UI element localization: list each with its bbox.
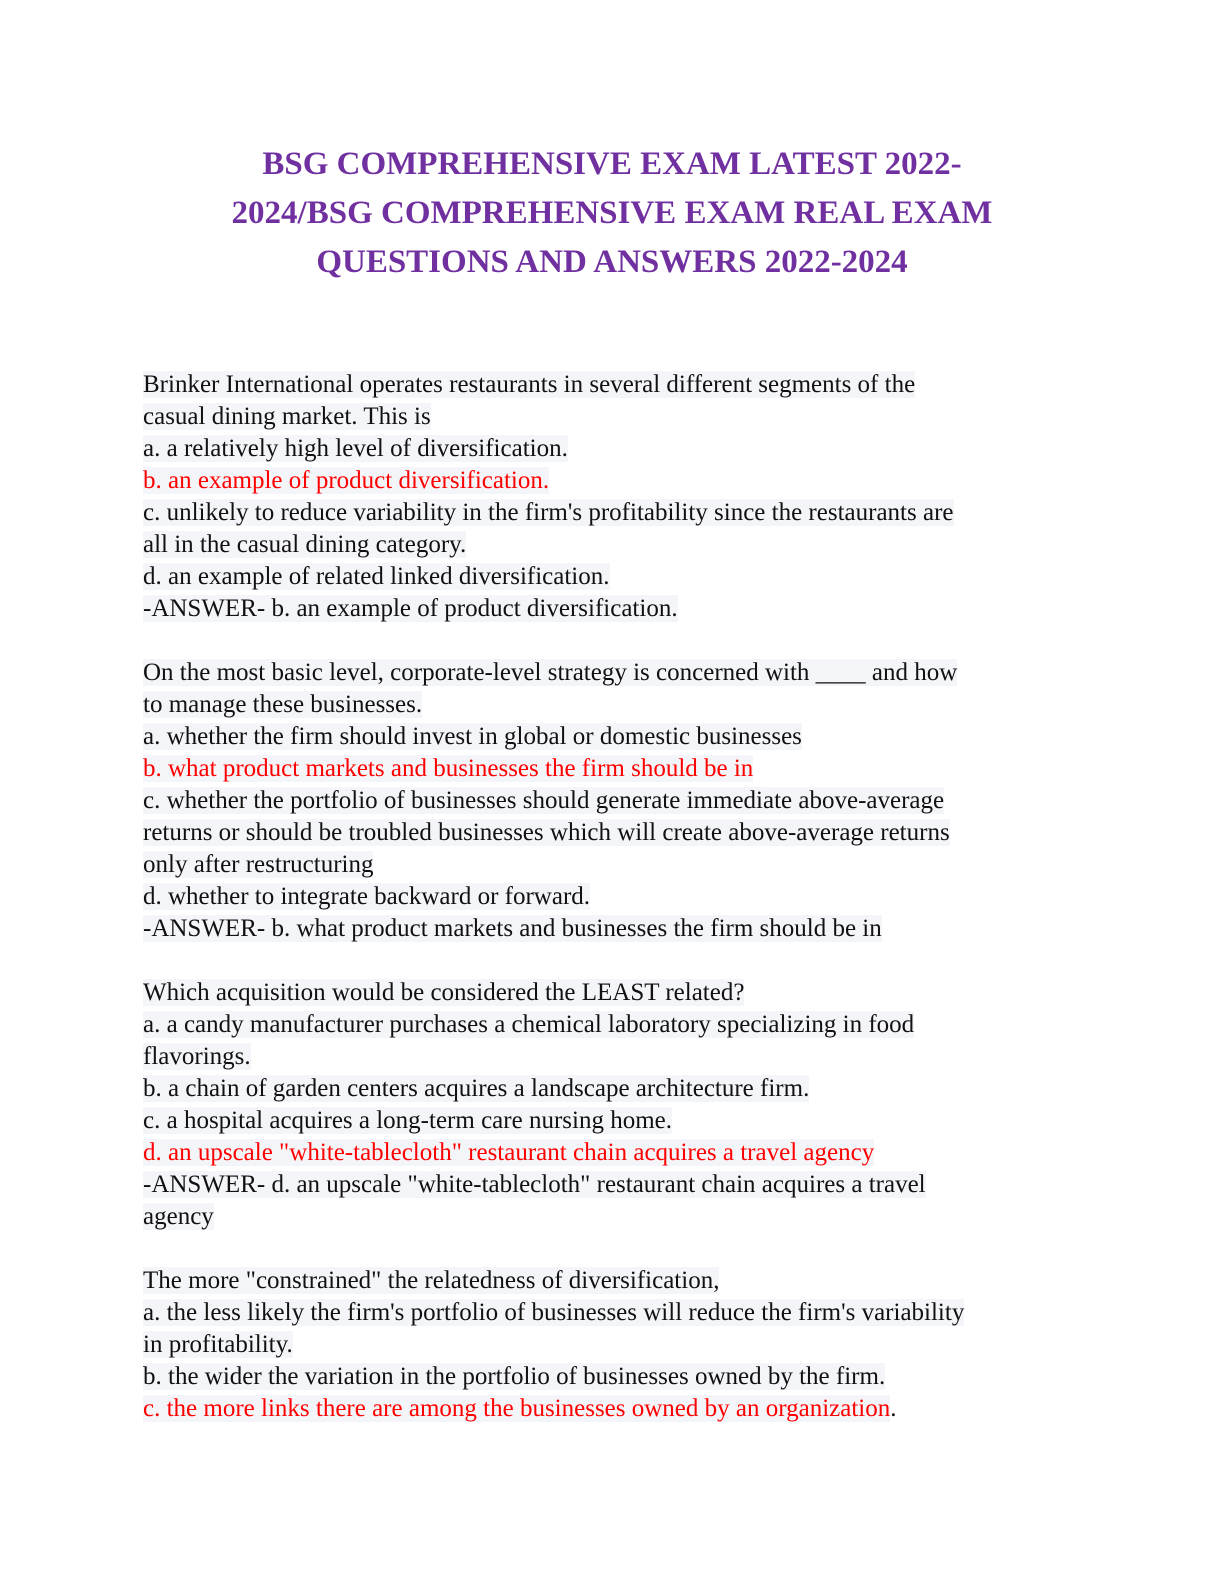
question-line	[143, 849, 1103, 881]
line-text: d. whether to integrate backward or forward.	[143, 883, 591, 910]
correct-option-line	[143, 753, 1103, 785]
question-spacer	[143, 945, 1103, 977]
question-line	[143, 721, 1103, 753]
title-line-1: BSG COMPREHENSIVE EXAM LATEST 2022-	[262, 146, 962, 182]
question-line	[143, 977, 1103, 1009]
line-text: c. the more links there are among the businesses owned by an organization	[143, 1395, 891, 1422]
line-text: all in the casual dining category.	[143, 531, 467, 558]
question-block	[143, 369, 1103, 625]
questions-list	[143, 369, 1103, 1425]
line-text: only after restructuring	[143, 851, 374, 878]
question-line	[143, 1169, 1103, 1201]
line-text: returns or should be troubled businesses which will create above-average returns	[143, 819, 950, 846]
question-spacer	[143, 1233, 1103, 1265]
line-text: a. whether the firm should invest in global or domestic businesses	[143, 723, 802, 750]
title-line-2: 2024/BSG COMPREHENSIVE EXAM REAL EXAM	[231, 195, 993, 231]
document-title	[120, 140, 1104, 287]
trailing-punctuation: .	[890, 1395, 897, 1422]
line-text: -ANSWER- d. an upscale "white-tablecloth" restaurant chain acquires a travel	[143, 1171, 926, 1198]
question-line	[143, 657, 1103, 689]
line-text: b. the wider the variation in the portfolio of businesses owned by the firm.	[143, 1363, 886, 1390]
line-text: The more "constrained" the relatedness of diversification,	[143, 1267, 720, 1294]
line-text: b. an example of product diversification.	[143, 467, 550, 494]
line-text: Brinker International operates restaurants in several different segments of the	[143, 371, 916, 398]
question-line	[143, 1329, 1103, 1361]
title-line-3: QUESTIONS AND ANSWERS 2022-2024	[316, 244, 908, 280]
line-text: c. a hospital acquires a long-term care nursing home.	[143, 1107, 672, 1134]
question-line	[143, 401, 1103, 433]
question-line	[143, 529, 1103, 561]
line-text: a. a relatively high level of diversification.	[143, 435, 568, 462]
question-line	[143, 1073, 1103, 1105]
line-text: agency	[143, 1203, 214, 1230]
question-line	[143, 1201, 1103, 1233]
line-text: -ANSWER- b. an example of product diversification.	[143, 595, 678, 622]
question-line	[143, 881, 1103, 913]
correct-option-line	[143, 1393, 1103, 1425]
question-line	[143, 561, 1103, 593]
correct-option-line	[143, 1137, 1103, 1169]
question-line	[143, 433, 1103, 465]
question-line	[143, 1041, 1103, 1073]
question-line	[143, 1105, 1103, 1137]
question-line	[143, 913, 1103, 945]
line-text: a. the less likely the firm's portfolio of businesses will reduce the firm's variability	[143, 1299, 965, 1326]
line-text: a. a candy manufacturer purchases a chemical laboratory specializing in food	[143, 1011, 915, 1038]
line-text: d. an upscale "white-tablecloth" restaurant chain acquires a travel agency	[143, 1139, 875, 1166]
correct-option-line	[143, 465, 1103, 497]
line-text: -ANSWER- b. what product markets and businesses the firm should be in	[143, 915, 882, 942]
question-line	[143, 689, 1103, 721]
line-text: d. an example of related linked diversification.	[143, 563, 610, 590]
line-text: to manage these businesses.	[143, 691, 423, 718]
question-line	[143, 497, 1103, 529]
question-line	[143, 817, 1103, 849]
line-text: On the most basic level, corporate-level strategy is concerned with ____ and how	[143, 659, 958, 686]
question-spacer	[143, 625, 1103, 657]
line-text: in profitability.	[143, 1331, 293, 1358]
question-line	[143, 1297, 1103, 1329]
question-line	[143, 1265, 1103, 1297]
line-text: casual dining market. This is	[143, 403, 431, 430]
question-block	[143, 1265, 1103, 1425]
question-line	[143, 1009, 1103, 1041]
line-text: Which acquisition would be considered the LEAST related?	[143, 979, 745, 1006]
line-text: flavorings.	[143, 1043, 251, 1070]
line-text: c. unlikely to reduce variability in the firm's profitability since the restaurants are	[143, 499, 954, 526]
question-line	[143, 785, 1103, 817]
question-line	[143, 369, 1103, 401]
question-line	[143, 1361, 1103, 1393]
question-block	[143, 977, 1103, 1233]
question-block	[143, 657, 1103, 945]
line-text: b. a chain of garden centers acquires a landscape architecture firm.	[143, 1075, 810, 1102]
line-text: c. whether the portfolio of businesses should generate immediate above-average	[143, 787, 945, 814]
line-text: b. what product markets and businesses the firm should be in	[143, 755, 754, 782]
question-line	[143, 593, 1103, 625]
